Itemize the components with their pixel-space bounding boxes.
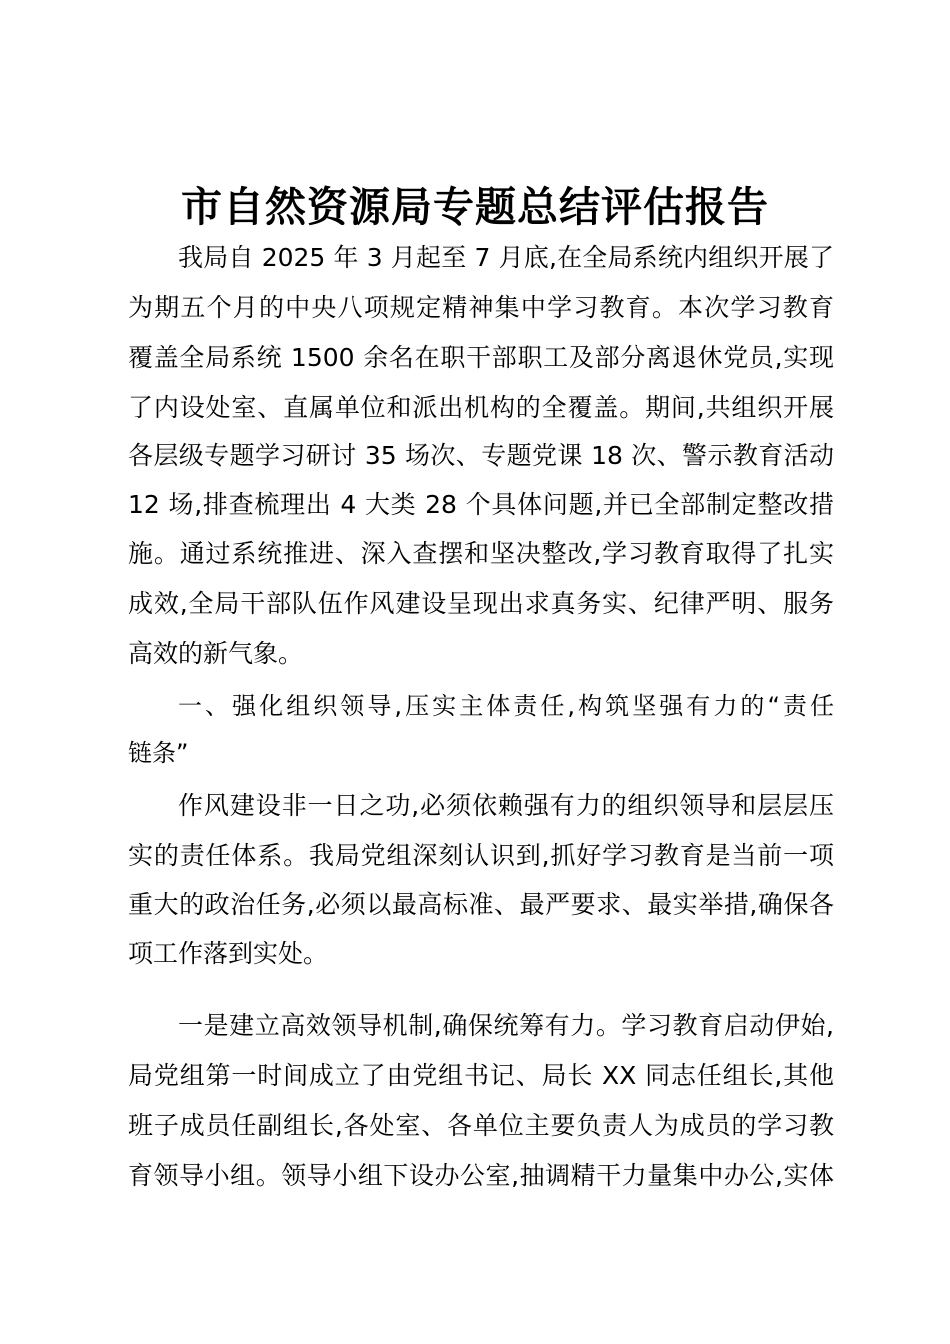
paragraph-1-line-4: 了内设处室、直属单位和派出机构的全覆盖。期间,共组织开展 (128, 393, 834, 422)
paragraph-4-line-2: 局党组第一时间成立了由党组书记、局长 XX 同志任组长,其他 (128, 1061, 834, 1090)
paragraph-3-line-1: 作风建设非一日之功,必须依赖强有力的组织领导和层层压 (178, 791, 834, 820)
paragraph-4-line-4: 育领导小组。领导小组下设办公室,抽调精干力量集中办公,实体 (128, 1161, 834, 1190)
document-title: 市自然资源局专题总结评估报告 (181, 183, 769, 231)
paragraph-1-line-7: 施。通过系统推进、深入查摆和坚决整改,学习教育取得了扎实 (128, 539, 834, 568)
paragraph-1-line-6: 12 场,排查梳理出 4 大类 28 个具体问题,并已全部制定整改措 (128, 490, 834, 519)
paragraph-1-line-3: 覆盖全局系统 1500 余名在职干部职工及部分离退休党员,实现 (128, 343, 834, 372)
paragraph-1-line-5: 各层级专题学习研讨 35 场次、专题党课 18 次、警示教育活动 (128, 441, 834, 470)
paragraph-1-line-2: 为期五个月的中央八项规定精神集中学习教育。本次学习教育 (128, 293, 834, 322)
paragraph-1-line-1: 我局自 2025 年 3 月起至 7 月底,在全局系统内组织开展了 (178, 243, 834, 272)
paragraph-4-line-1: 一是建立高效领导机制,确保统筹有力。学习教育启动伊始, (178, 1011, 834, 1040)
paragraph-1-line-8: 成效,全局干部队伍作风建设呈现出求真务实、纪律严明、服务 (128, 589, 834, 618)
paragraph-4-line-3: 班子成员任副组长,各处室、各单位主要负责人为成员的学习教 (128, 1111, 834, 1140)
paragraph-3-line-2: 实的责任体系。我局党组深刻认识到,抓好学习教育是当前一项 (128, 841, 834, 870)
paragraph-3-line-4: 项工作落到实处。 (128, 939, 329, 968)
section-heading-line-2: 链条” (128, 739, 189, 767)
paragraph-1-line-9: 高效的新气象。 (128, 639, 304, 668)
paragraph-3-line-3: 重大的政治任务,必须以最高标准、最严要求、最实举措,确保各 (128, 890, 834, 919)
section-heading-line-1: 一、强化组织领导,压实主体责任,构筑坚强有力的“责任 (178, 692, 834, 720)
